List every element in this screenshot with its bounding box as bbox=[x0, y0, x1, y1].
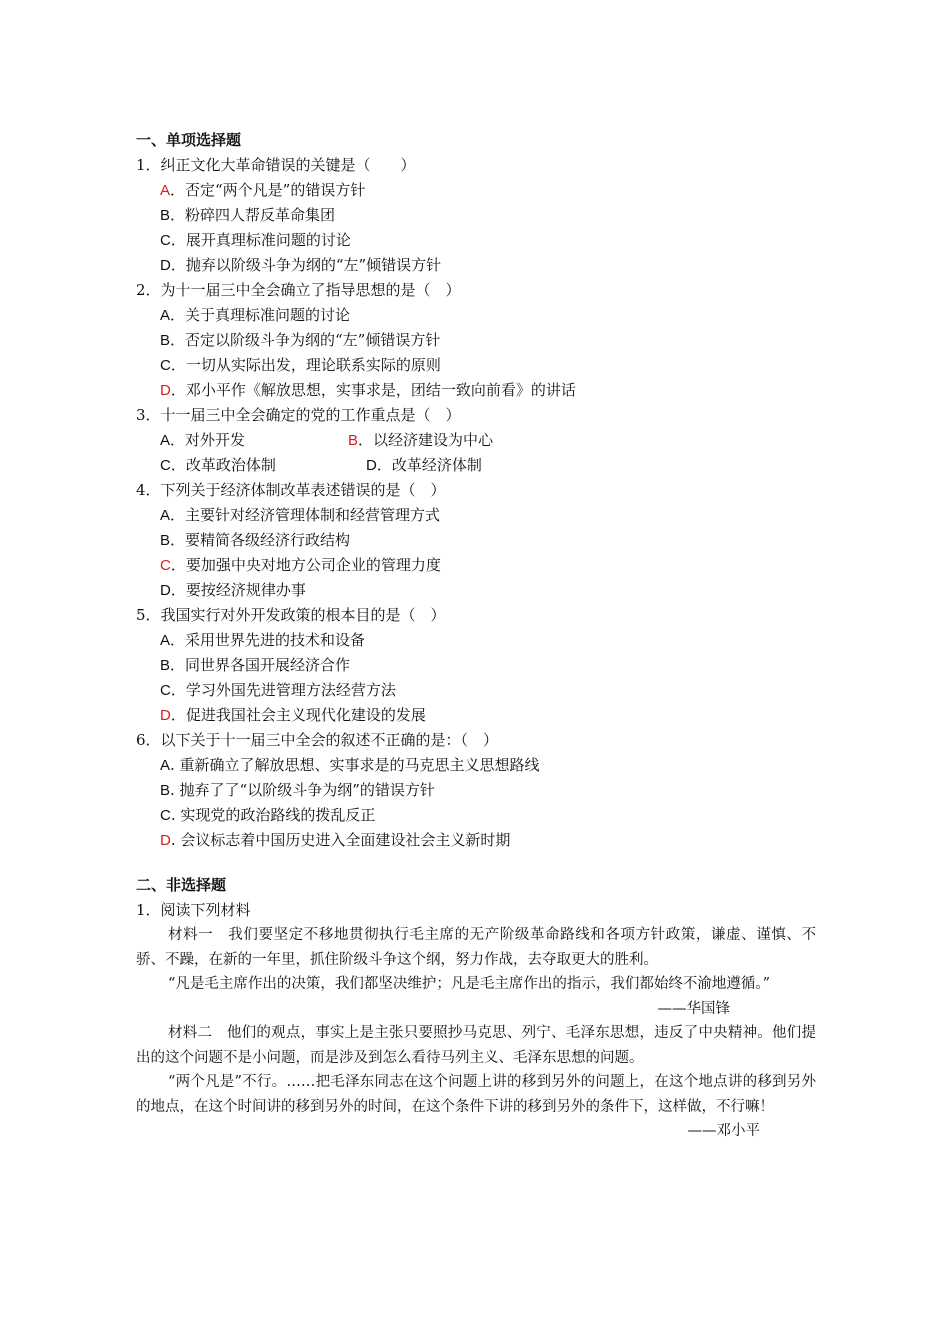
material-2-paragraph-2: “两个凡是”不行。……把毛泽东同志在这个问题上讲的移到另外的问题上，在这个地点讲的移到另外的地点，在这个时间讲的移到另外的时间，在这个条件下讲的移到另外的条件下，这样做，不行嘛！ bbox=[136, 1074, 816, 1115]
material-1-source: ——华国锋 bbox=[657, 1000, 730, 1017]
question-2-option-a bbox=[136, 303, 816, 328]
question-4-option-a bbox=[136, 503, 816, 528]
option-text: ．以经济建设为中心 bbox=[358, 431, 494, 449]
option-letter: A bbox=[160, 432, 171, 449]
option-letter: C bbox=[160, 807, 171, 824]
option-text: ．采用世界先进的技术和设备 bbox=[170, 631, 366, 649]
question-3-stem: 3．十一届三中全会确定的党的工作重点是（ ） bbox=[136, 406, 461, 424]
question-3-option-b bbox=[348, 428, 493, 453]
option-text: ．要按经济规律办事 bbox=[170, 581, 306, 599]
question-6-stem: 6．以下关于十一届三中全会的叙述不正确的是：（ ） bbox=[136, 731, 499, 749]
option-letter: B bbox=[160, 207, 171, 224]
option-text: ．学习外国先进管理方法经营方法 bbox=[170, 681, 396, 699]
option-letter: A bbox=[160, 757, 171, 774]
option-letter: D bbox=[366, 457, 377, 474]
question-5-option-b bbox=[136, 653, 816, 678]
option-letter: C bbox=[160, 232, 171, 249]
question-3-options-row-1 bbox=[136, 428, 816, 453]
option-text: . 重新确立了解放思想、实事求是的马克思主义思想路线 bbox=[170, 756, 540, 774]
option-text: . 抛弃了了“以阶级斗争为纲”的错误方针 bbox=[170, 781, 435, 799]
question-1-stem-nonchoice: 1．阅读下列材料 bbox=[136, 901, 251, 919]
option-text: ．要精简各级经济行政结构 bbox=[170, 531, 351, 549]
question-4-option-b bbox=[136, 528, 816, 553]
question-5-option-d bbox=[136, 703, 816, 728]
option-letter: D bbox=[160, 382, 171, 399]
option-text: ．否定以阶级斗争为纲的“左”倾错误方针 bbox=[170, 331, 441, 349]
material-1-paragraph-1: 材料一 我们要坚定不移地贯彻执行毛主席的无产阶级革命路线和各项方针政策，谦虚、谨慎、不骄、不躁，在新的一年里，抓住阶级斗争这个纲，努力作战，去夺取更大的胜利。 bbox=[136, 927, 816, 968]
question-2-option-c bbox=[136, 353, 816, 378]
section-title-choice: 一、单项选择题 bbox=[136, 131, 242, 149]
question-3-option-c bbox=[160, 456, 276, 474]
question-4-stem: 4．下列关于经济体制改革表述错误的是（ ） bbox=[136, 481, 446, 499]
option-letter: B bbox=[160, 782, 171, 799]
option-text: . 会议标志着中国历史进入全面建设社会主义新时期 bbox=[170, 831, 511, 849]
option-text: ．改革政治体制 bbox=[170, 456, 276, 474]
option-letter: B bbox=[160, 332, 171, 349]
document-page bbox=[136, 128, 816, 1144]
option-text: ．一切从实际出发，理论联系实际的原则 bbox=[170, 356, 441, 374]
question-6-option-d bbox=[136, 828, 816, 853]
option-letter: D bbox=[160, 832, 171, 849]
option-letter: A bbox=[160, 507, 171, 524]
material-2-paragraph-1: 材料二 他们的观点，事实上是主张只要照抄马克思、列宁、毛泽东思想，违反了中央精神。他们提出的这个问题不是小问题，而是涉及到怎么看待马列主义、毛泽东思想的问题。 bbox=[136, 1025, 816, 1066]
option-letter: A bbox=[160, 632, 171, 649]
option-text: ．主要针对经济管理体制和经营管理方式 bbox=[170, 506, 441, 524]
option-text: ．邓小平作《解放思想，实事求是，团结一致向前看》的讲话 bbox=[170, 381, 576, 399]
option-letter: C bbox=[160, 357, 171, 374]
question-3-options-row-2 bbox=[136, 453, 816, 478]
option-text: ．同世界各国开展经济合作 bbox=[170, 656, 351, 674]
question-1-option-b bbox=[136, 203, 816, 228]
option-letter: D bbox=[160, 582, 171, 599]
option-letter: B bbox=[160, 657, 171, 674]
option-letter: A bbox=[160, 307, 171, 324]
question-1-option-a bbox=[136, 178, 816, 203]
question-1-option-c bbox=[136, 228, 816, 253]
option-text: ．否定“两个凡是”的错误方针 bbox=[170, 181, 366, 199]
option-letter: C bbox=[160, 682, 171, 699]
option-letter: C bbox=[160, 457, 171, 474]
question-4-option-c bbox=[136, 553, 816, 578]
option-letter: D bbox=[160, 257, 171, 274]
option-letter: C bbox=[160, 557, 171, 574]
option-letter: B bbox=[348, 432, 359, 449]
material-2-source: ——邓小平 bbox=[687, 1123, 760, 1139]
question-2-option-d bbox=[136, 378, 816, 403]
question-5-option-c bbox=[136, 678, 816, 703]
question-2-option-b bbox=[136, 328, 816, 353]
option-text: ．展开真理标准问题的讨论 bbox=[170, 231, 351, 249]
option-text: ．改革经济体制 bbox=[376, 456, 482, 474]
question-5-stem: 5．我国实行对外开发政策的根本目的是（ ） bbox=[136, 606, 446, 624]
option-text: ．关于真理标准问题的讨论 bbox=[170, 306, 351, 324]
option-text: . 实现党的政治路线的拨乱反正 bbox=[170, 806, 376, 824]
question-3-option-d bbox=[366, 453, 482, 478]
question-5-option-a bbox=[136, 628, 816, 653]
material-1-paragraph-2: “凡是毛主席作出的决策，我们都坚决维护；凡是毛主席作出的指示，我们都始终不渝地遵循。” bbox=[168, 976, 771, 992]
option-text: ．粉碎四人帮反革命集团 bbox=[170, 206, 336, 224]
question-4-option-d bbox=[136, 578, 816, 603]
option-text: ．抛弃以阶级斗争为纲的“左”倾错误方针 bbox=[170, 256, 442, 274]
question-1-option-d bbox=[136, 253, 816, 278]
question-3-option-a bbox=[160, 431, 245, 449]
option-text: ．对外开发 bbox=[170, 431, 246, 449]
question-1-stem: 1．纠正文化大革命错误的关键是（ ） bbox=[136, 156, 416, 174]
option-letter: B bbox=[160, 532, 171, 549]
question-2-stem: 2．为十一届三中全会确立了指导思想的是（ ） bbox=[136, 281, 461, 299]
option-text: ．促进我国社会主义现代化建设的发展 bbox=[170, 706, 426, 724]
section-gap bbox=[136, 853, 816, 873]
section-title-nonchoice: 二、非选择题 bbox=[136, 876, 227, 894]
question-6-option-b bbox=[136, 778, 816, 803]
option-text: ．要加强中央对地方公司企业的管理力度 bbox=[170, 556, 441, 574]
question-6-option-c bbox=[136, 803, 816, 828]
option-letter: A bbox=[160, 182, 171, 199]
option-letter: D bbox=[160, 707, 171, 724]
question-6-option-a bbox=[136, 753, 816, 778]
